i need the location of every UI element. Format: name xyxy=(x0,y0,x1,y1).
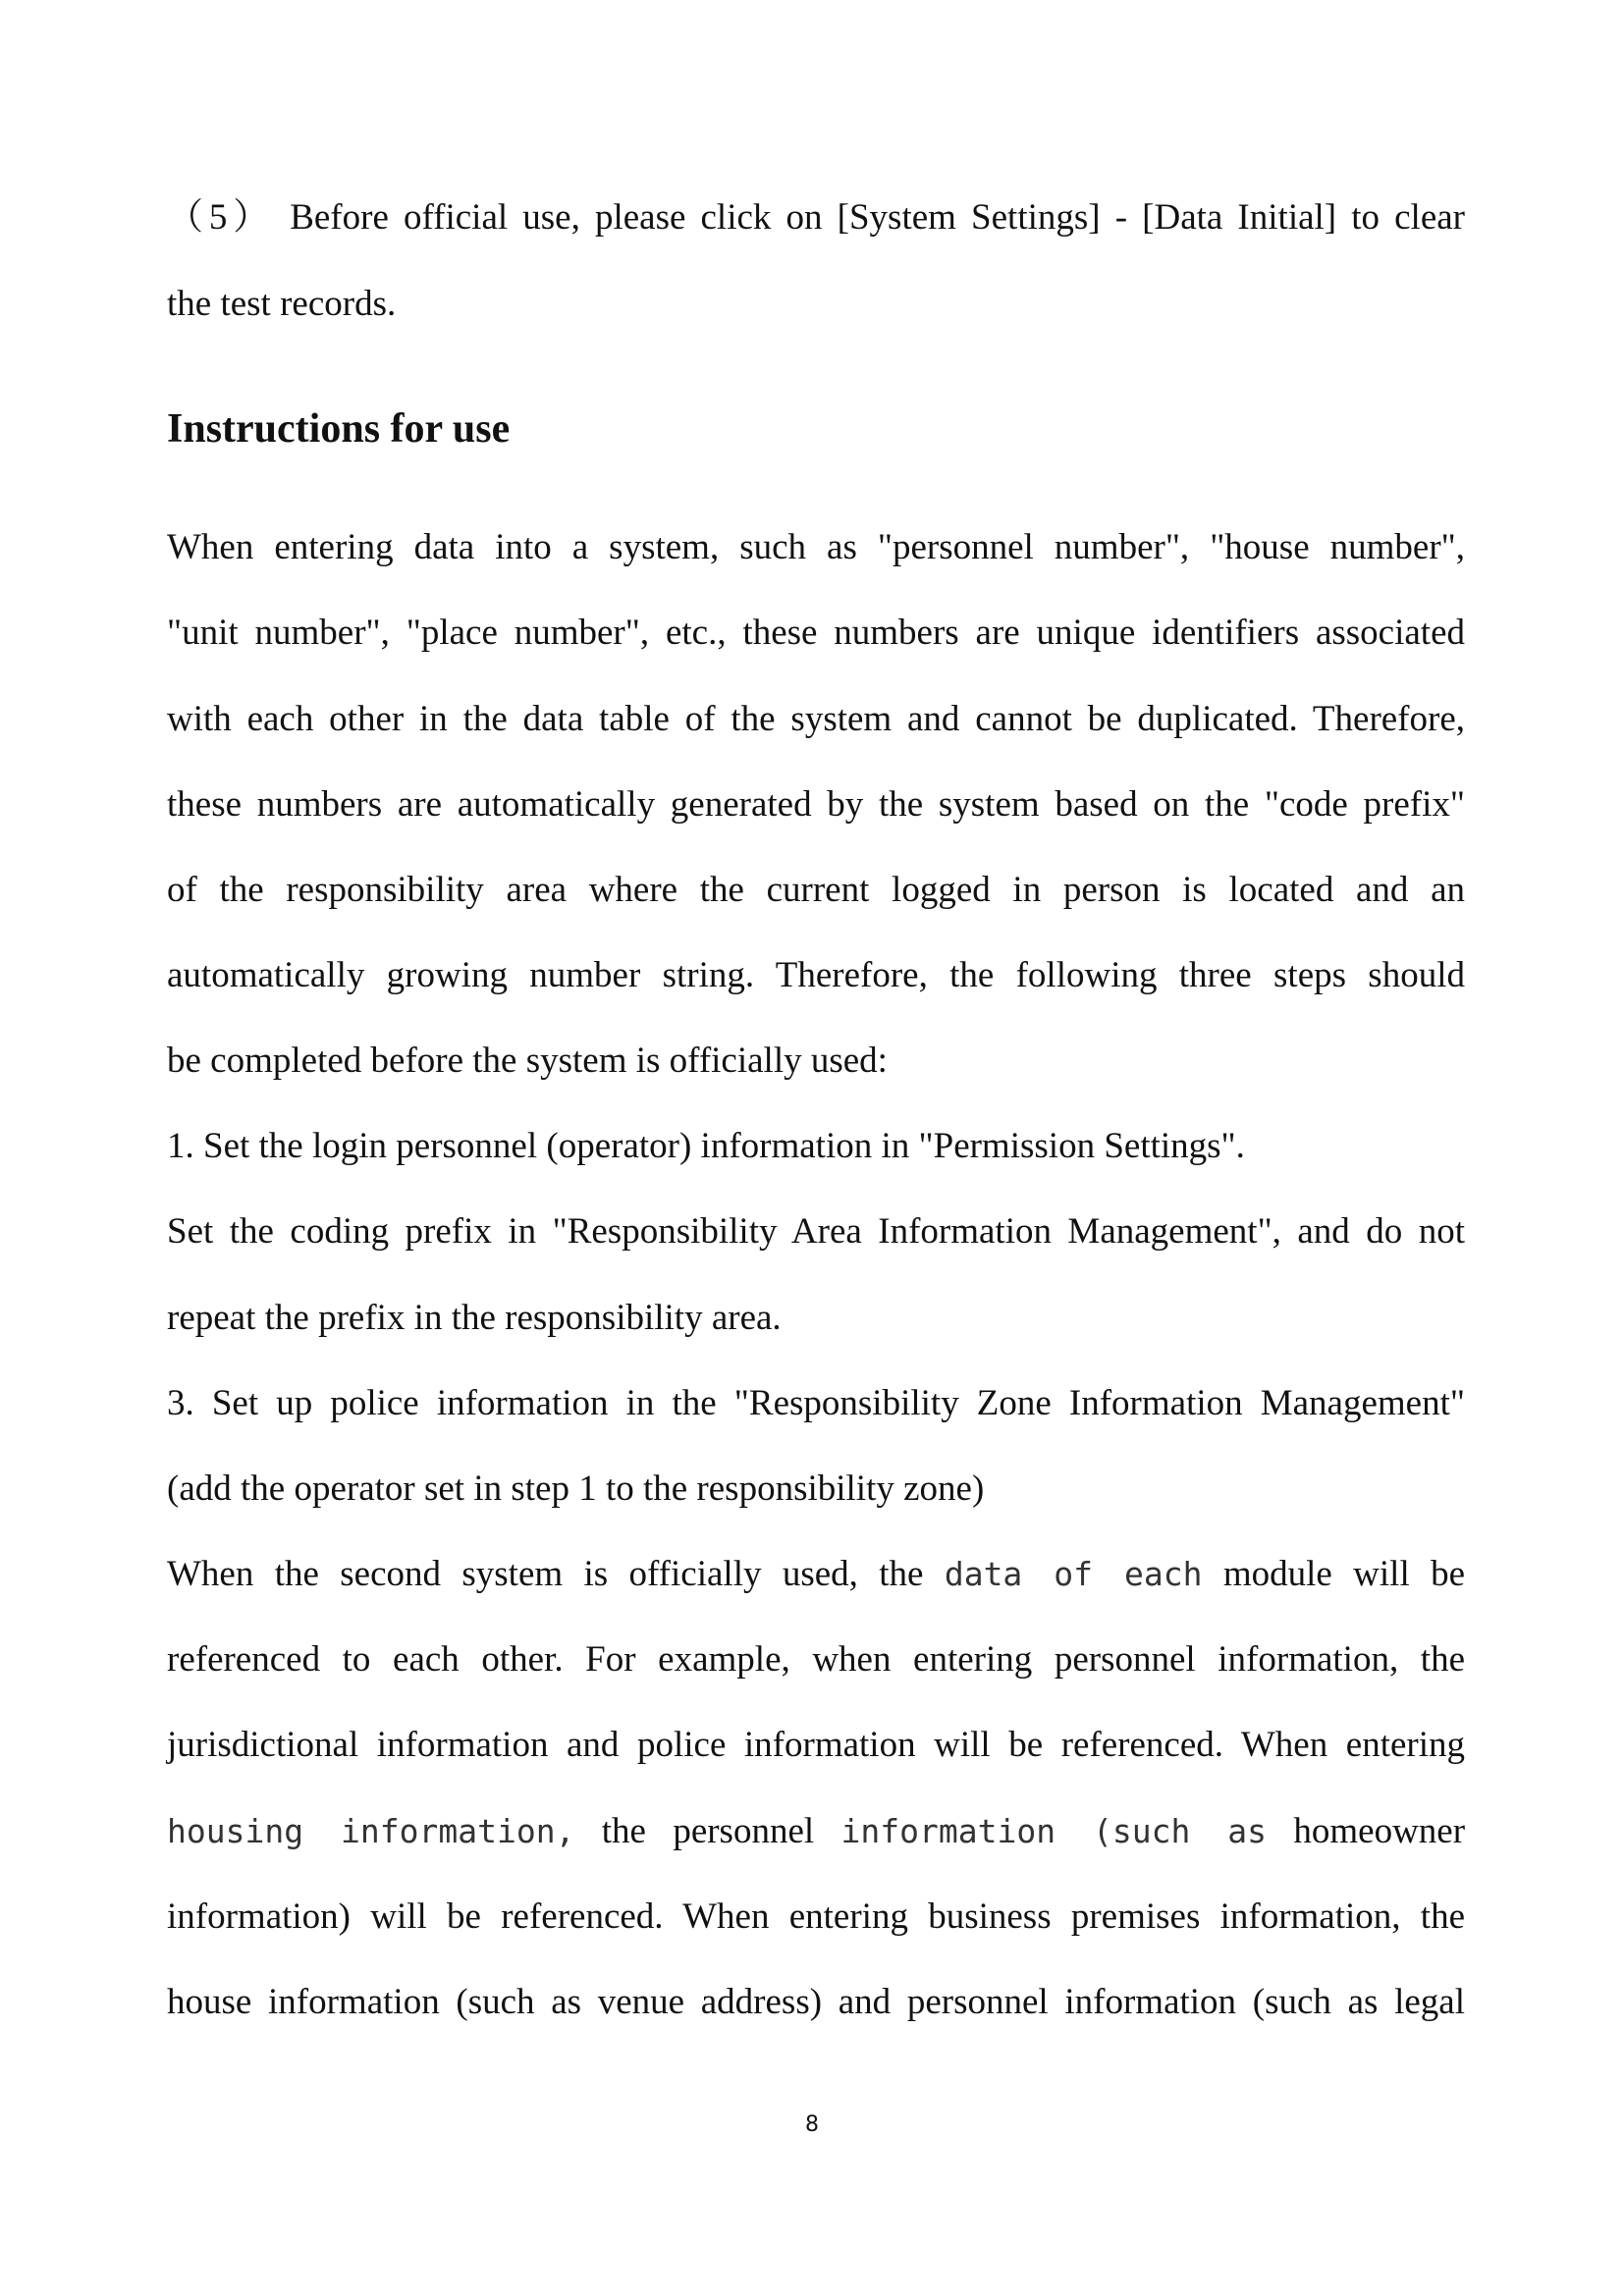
text-line: be completed before the system is officially used: xyxy=(167,1041,888,1081)
page-number: 8 xyxy=(805,2112,819,2137)
text-run: module will be xyxy=(1222,1554,1466,1594)
mono-text-run: data of each xyxy=(944,1555,1203,1593)
text-line: information) will be referenced. When entering business premises information, the xyxy=(167,1896,1465,1937)
text-line xyxy=(167,1549,1465,1600)
text-line: house information (such as venue address) and personnel information (such as legal xyxy=(167,1982,1465,2022)
mono-text-run: housing information, xyxy=(167,1812,575,1850)
text-line: "unit number", "place number", etc., these numbers are unique identifiers associated xyxy=(167,613,1465,653)
text-line: of the responsibility area where the current logged in person is located and an xyxy=(167,870,1465,910)
list-item: 1. Set the login personnel (operator) information in "Permission Settings". xyxy=(167,1126,1245,1166)
text-line: jurisdictional information and police information will be referenced. When entering xyxy=(167,1725,1465,1765)
text-run: homeowner xyxy=(1293,1811,1466,1851)
text-line: the test records. xyxy=(167,284,397,324)
text-line: Set the coding prefix in "Responsibility Area Information Management", and do not xyxy=(167,1211,1465,1252)
text-line: automatically growing number string. Therefore, the following three steps should xyxy=(167,955,1465,995)
text-line: these numbers are automatically generated by the system based on the "code prefix" xyxy=(167,784,1465,825)
text-line: referenced to each other. For example, when entering personnel information, the xyxy=(167,1639,1465,1680)
text-line: repeat the prefix in the responsibility area. xyxy=(167,1298,782,1338)
mono-text-run: information (such as xyxy=(840,1812,1268,1850)
list-item: 3. Set up police information in the "Responsibility Zone Information Management" xyxy=(167,1383,1465,1423)
section-heading: Instructions for use xyxy=(167,406,511,452)
text-run: When the second system is officially used, the xyxy=(167,1554,924,1594)
text-line: with each other in the data table of the system and cannot be duplicated. Therefore, xyxy=(167,699,1465,739)
text-line: （5） Before official use, please click on [System Settings] - [Data Initial] to clear xyxy=(167,197,1465,238)
text-line: When entering data into a system, such as "personnel number", "house number", xyxy=(167,527,1465,567)
text-line xyxy=(167,1806,1465,1857)
text-line: (add the operator set in step 1 to the responsibility zone) xyxy=(167,1468,985,1509)
text-run: the personnel xyxy=(601,1811,815,1851)
